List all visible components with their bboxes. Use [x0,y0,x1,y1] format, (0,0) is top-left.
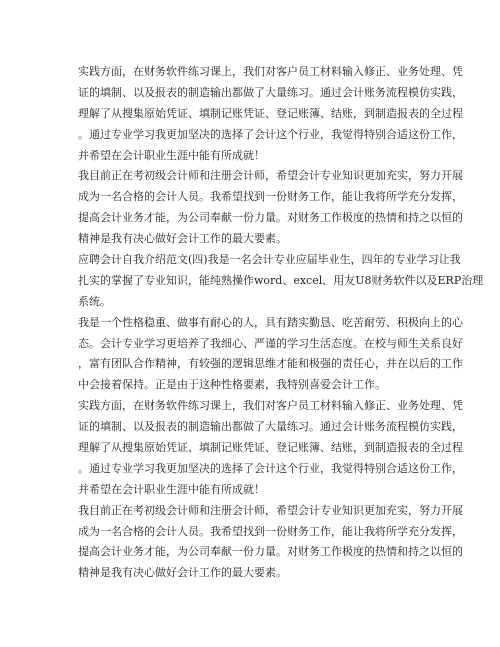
text-line: 我目前正在考初级会计师和注册会计师，希望会计专业知识更加充实，努力开展 [78,503,463,517]
text-line: 成为一名合格的会计人员。我希望找到一份财务工作，能让我将所学充分发挥， [78,524,463,538]
text-line: 理解了从搜集原始凭证、填制记账凭证、登记账簿、结账，到制造报表的全过程 [78,441,463,455]
text-line: 我是一个性格稳重、做事有耐心的人，具有踏实勤恳、吃苦耐劳、积极向上的心 [78,315,463,329]
text-line: 实践方面，在财务软件练习课上，我们对客户员工材料输入修正、业务处理、凭 [78,65,463,78]
text-line: 成为一名合格的会计人员。我希望找到一份财务工作，能让我将所学充分发挥， [78,190,463,204]
text-line: 证的填制、以及报表的制造输出都做了大量练习。通过会计账务流程模仿实践， [78,85,463,99]
text-line: 系统。 [78,294,111,308]
text-line: 理解了从搜集原始凭证、填制记账凭证、登记账簿、结账，到制造报表的全过程 [78,106,463,120]
text-line: 。通过专业学习我更加坚决的选择了会计这个行业，我觉得特别合适这份工作， [78,461,463,475]
text-line: 提高会计业务才能，为公司奉献一份力量。对财务工作极度的热情和持之以恒的 [78,545,463,559]
text-line: 。通过专业学习我更加坚决的选择了会计这个行业，我觉得特别合适这份工作， [78,127,463,141]
text-line: 中会接着保持。正是由于这种性格要素，我特别喜爱会计工作。 [78,378,386,392]
text-line: 实践方面，在财务软件练习课上，我们对客户员工材料输入修正、业务处理、凭 [78,399,463,413]
text-line: 证的填制、以及报表的制造输出都做了大量练习。通过会计账务流程模仿实践， [78,420,463,434]
document-page [78,62,484,584]
text-line: 提高会计业务才能，为公司奉献一份力量。对财务工作极度的热情和持之以恒的 [78,211,463,225]
text-line: 应聘会计自我介绍范文(四)我是一名会计专业应届毕业生，四年的专业学习让我 [78,253,461,267]
text-line: 并希望在会计职业生涯中能有所成就！ [78,148,265,162]
text-line: 精神是我有决心做好会计工作的最大要素。 [78,232,287,246]
text-line: ，富有团队合作精神，有较强的逻辑思维才能和极强的责任心，并在以后的工作 [78,357,463,371]
text-line: 并希望在会计职业生涯中能有所成就！ [78,482,265,496]
text-line: 扎实的掌握了专业知识，能纯熟操作word、excel、用友U8财务软件以及ERP治理 [78,273,484,287]
text-line: 精神是我有决心做好会计工作的最大要素。 [78,566,287,580]
text-line: 我目前正在考初级会计师和注册会计师，希望会计专业知识更加充实，努力开展 [78,169,463,183]
text-line: 态。会计专业学习更培养了我细心、严谨的学习生活态度。在校与师生关系良好 [78,336,463,350]
